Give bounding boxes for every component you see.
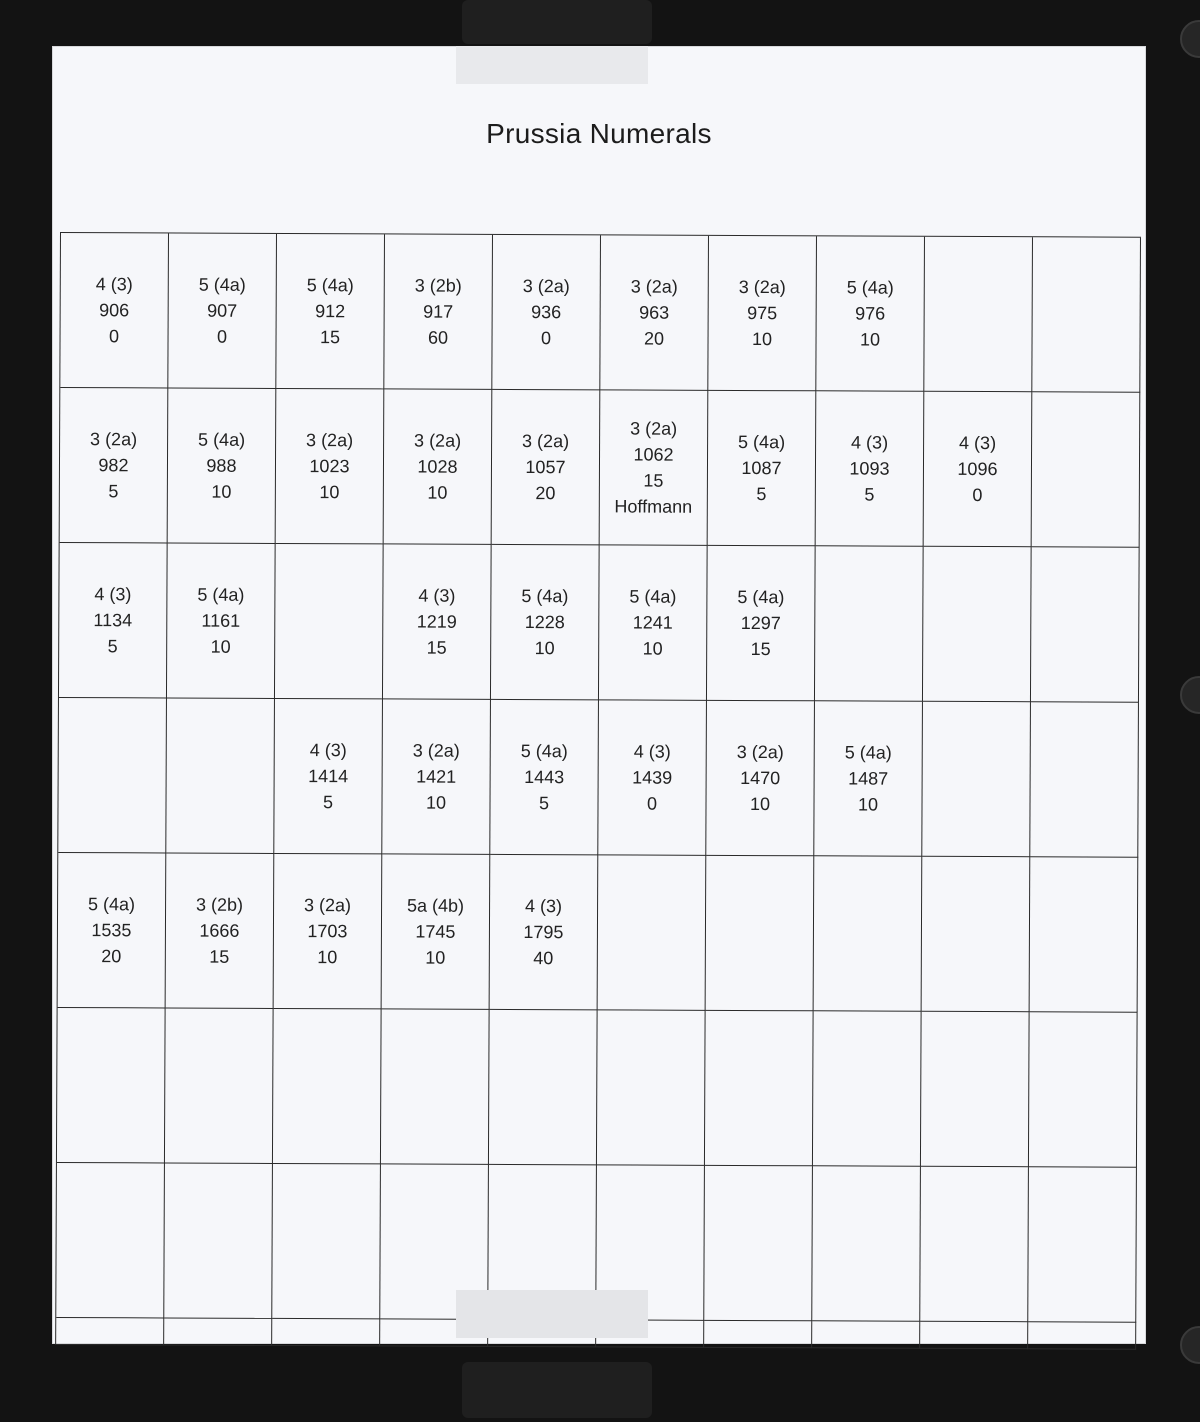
stamp-value: 20 — [101, 946, 122, 967]
stamp-type: 4 (3) — [309, 740, 347, 761]
stamp-type: 5 (4a) — [737, 586, 785, 608]
mounting-tape-bottom — [462, 1362, 652, 1418]
empty-cell — [921, 1012, 1030, 1167]
empty-cell — [381, 1009, 490, 1164]
stamp-value: 15 — [750, 639, 771, 660]
stamp-type: 5 (4a) — [521, 586, 569, 607]
stamp-number: 963 — [639, 302, 670, 323]
stamp-cell — [58, 853, 167, 1008]
stamp-type: 3 (2a) — [738, 276, 786, 298]
tape-overlay-top — [456, 46, 648, 84]
stamp-number: 1297 — [740, 612, 781, 634]
stamp-type: 5 (4a) — [844, 742, 892, 763]
stamp-number: 1487 — [848, 768, 889, 789]
stamp-number: 912 — [315, 301, 346, 322]
stamp-note: Hoffmann — [614, 496, 693, 517]
stamp-number: 1062 — [633, 444, 674, 465]
stamp-cell — [490, 855, 599, 1010]
stamp-value: 10 — [319, 482, 340, 503]
stamp-type: 5 (4a) — [520, 741, 568, 762]
stamp-cell — [168, 233, 277, 388]
stamp-value: 15 — [643, 470, 664, 491]
empty-cell — [164, 1163, 273, 1318]
stamp-type: 3 (2a) — [522, 431, 570, 452]
tape-overlay-bottom — [456, 1290, 648, 1338]
stamp-cell — [60, 233, 169, 388]
stamp-number: 917 — [423, 301, 454, 322]
stamp-type: 5 (4a) — [629, 586, 677, 607]
stamp-number: 1161 — [201, 610, 241, 631]
stamp-cell — [384, 234, 493, 389]
stamp-cell — [492, 235, 601, 390]
mounting-tape-top — [462, 0, 652, 44]
stamp-type: 3 (2a) — [306, 430, 354, 451]
empty-cell — [275, 544, 384, 699]
stamp-cell — [816, 236, 925, 391]
stamp-number: 906 — [99, 300, 130, 321]
empty-cell — [164, 1318, 272, 1345]
stamp-number: 1414 — [308, 766, 349, 787]
album-page — [52, 46, 1146, 1344]
empty-cell — [57, 1008, 166, 1163]
empty-cell — [273, 1009, 382, 1164]
stamp-type: 3 (2a) — [304, 895, 352, 916]
stamp-number: 1134 — [93, 610, 133, 631]
stamp-value: 5 — [322, 792, 334, 813]
stamp-cell — [382, 854, 491, 1009]
stamp-value: 5 — [108, 481, 119, 502]
stamp-type: 5 (4a) — [197, 584, 245, 605]
empty-cell — [1028, 1167, 1137, 1322]
empty-cell — [1031, 547, 1140, 702]
empty-cell — [1029, 1012, 1138, 1167]
stamp-cell — [491, 545, 600, 700]
stamp-type: 3 (2a) — [630, 418, 678, 439]
stamp-number: 976 — [855, 303, 886, 324]
stamp-value: 60 — [427, 327, 449, 348]
stamp-cell — [166, 853, 275, 1008]
stamp-number: 907 — [207, 300, 238, 321]
stamp-cell — [707, 546, 816, 701]
stamp-number: 1087 — [741, 457, 782, 479]
stamp-type: 5a (4b) — [406, 895, 465, 916]
stamp-cell — [814, 701, 923, 856]
stamp-value: 20 — [643, 328, 665, 349]
stamp-value: 10 — [751, 329, 773, 350]
stamp-number: 936 — [531, 302, 562, 323]
stamp-cell — [60, 388, 169, 543]
stamp-number: 1219 — [416, 611, 457, 632]
stamp-type: 5 (4a) — [846, 277, 894, 298]
empty-cell — [56, 1318, 164, 1345]
stamp-number: 1228 — [524, 612, 565, 633]
stamp-type: 4 (3) — [959, 432, 997, 454]
empty-cell — [56, 1163, 165, 1318]
stamp-type: 3 (2b) — [414, 275, 462, 296]
stamp-cell — [168, 388, 277, 543]
stamp-value: 40 — [533, 948, 554, 969]
stamp-cell — [274, 854, 383, 1009]
stamp-cell — [708, 236, 817, 391]
empty-cell — [814, 856, 923, 1011]
stamp-number: 1093 — [849, 458, 890, 479]
empty-cell — [705, 1011, 814, 1166]
stamp-cell — [276, 389, 385, 544]
stamp-cell — [924, 392, 1033, 547]
stamp-cell — [383, 544, 492, 699]
stamp-cell — [598, 700, 707, 855]
empty-cell — [812, 1321, 920, 1348]
stamp-cell — [708, 391, 817, 546]
stamp-cell — [492, 390, 601, 545]
stamp-value: 10 — [534, 638, 555, 659]
stamp-number: 1096 — [957, 458, 998, 480]
empty-cell — [924, 237, 1033, 392]
stamp-number: 1439 — [632, 767, 673, 788]
stamp-value: 20 — [535, 483, 556, 504]
stamp-type: 3 (2a) — [412, 740, 460, 761]
stamp-grid — [55, 232, 1141, 1350]
stamp-value: 15 — [319, 327, 341, 348]
stamp-type: 4 (3) — [525, 896, 563, 917]
empty-cell — [272, 1164, 381, 1319]
stamp-type: 5 (4a) — [88, 894, 136, 915]
stamp-type: 3 (2a) — [414, 430, 462, 451]
empty-cell — [704, 1166, 813, 1321]
empty-cell — [813, 1011, 922, 1166]
stamp-cell — [600, 390, 709, 545]
stamp-number: 988 — [206, 455, 237, 476]
stamp-type: 4 (3) — [851, 432, 889, 453]
stamp-number: 975 — [747, 302, 778, 324]
stamp-cell — [274, 699, 383, 854]
stamp-cell — [706, 701, 815, 856]
stamp-cell — [599, 545, 708, 700]
stamp-value: 10 — [857, 794, 879, 815]
stamp-cell — [600, 235, 709, 390]
stamp-type: 3 (2a) — [630, 276, 678, 297]
empty-cell — [58, 698, 167, 853]
stamp-number: 1443 — [524, 767, 565, 788]
empty-cell — [1030, 857, 1139, 1012]
empty-cell — [706, 856, 815, 1011]
stamp-number: 1241 — [632, 612, 673, 633]
stamp-value: 5 — [107, 636, 118, 657]
empty-cell — [165, 1008, 274, 1163]
page-title: Prussia Numerals — [486, 118, 712, 149]
stamp-type: 5 (4a) — [198, 429, 246, 450]
empty-cell — [922, 857, 1031, 1012]
stamp-value: 5 — [756, 484, 767, 505]
stamp-type: 3 (2a) — [522, 276, 570, 297]
stamp-value: 15 — [209, 946, 230, 967]
stamp-cell — [384, 389, 493, 544]
empty-cell — [1032, 392, 1141, 547]
stamp-cell — [382, 699, 491, 854]
stamp-number: 1023 — [309, 456, 350, 477]
stamp-value: 0 — [540, 328, 552, 349]
empty-cell — [1028, 1322, 1136, 1349]
stamp-value: 10 — [425, 947, 446, 968]
stamp-value: 5 — [538, 793, 550, 814]
stamp-number: 1745 — [415, 921, 456, 942]
stamp-type: 5 (4a) — [198, 274, 246, 295]
stamp-value: 10 — [427, 482, 448, 503]
empty-cell — [704, 1321, 812, 1348]
stamp-type: 3 (2a) — [90, 429, 138, 450]
stamp-value: 10 — [642, 638, 663, 659]
stamp-type: 4 (3) — [633, 741, 671, 762]
stamp-number: 1795 — [523, 922, 564, 943]
empty-cell — [489, 1010, 598, 1165]
stamp-cell — [490, 700, 599, 855]
empty-cell — [272, 1319, 380, 1346]
stamp-value: 10 — [211, 481, 232, 502]
stamp-value: 10 — [317, 947, 338, 968]
empty-cell — [920, 1167, 1029, 1322]
stamp-value: 10 — [425, 792, 447, 813]
stamp-value: 10 — [210, 636, 231, 657]
stamp-number: 1666 — [199, 920, 240, 941]
stamp-number: 982 — [98, 455, 129, 476]
stamp-type: 3 (2a) — [736, 741, 784, 763]
stamp-type: 3 (2b) — [196, 894, 244, 915]
stamp-cell — [816, 391, 925, 546]
empty-cell — [1030, 702, 1139, 857]
stamp-number: 1535 — [91, 920, 132, 941]
stamp-value: 15 — [426, 637, 447, 658]
empty-cell — [597, 1010, 706, 1165]
empty-cell — [1032, 237, 1141, 392]
stamp-cell — [276, 234, 385, 389]
empty-cell — [598, 855, 707, 1010]
stamp-number: 1421 — [416, 766, 457, 787]
stamp-cell — [59, 543, 168, 698]
stamp-type: 5 (4a) — [738, 431, 786, 453]
empty-cell — [166, 698, 275, 853]
stamp-type: 4 (3) — [94, 584, 132, 605]
empty-cell — [922, 702, 1031, 857]
stamp-type: 4 (3) — [95, 274, 133, 295]
stamp-number: 1057 — [525, 457, 566, 478]
stamp-value: 5 — [864, 484, 875, 505]
stamp-number: 1703 — [307, 921, 348, 942]
stamp-value: 0 — [972, 484, 983, 506]
stamp-value: 10 — [859, 329, 881, 350]
empty-cell — [920, 1322, 1028, 1349]
stamp-value: 0 — [108, 326, 120, 347]
stamp-value: 10 — [749, 794, 771, 815]
stamp-number: 1028 — [417, 456, 458, 477]
empty-cell — [923, 547, 1032, 702]
empty-cell — [815, 546, 924, 701]
stamp-number: 1470 — [740, 767, 781, 789]
stamp-type: 4 (3) — [418, 585, 456, 606]
stamp-cell — [167, 543, 276, 698]
empty-cell — [812, 1166, 921, 1321]
stamp-value: 0 — [646, 793, 658, 814]
stamp-value: 0 — [216, 326, 228, 347]
stamp-type: 5 (4a) — [306, 275, 354, 296]
